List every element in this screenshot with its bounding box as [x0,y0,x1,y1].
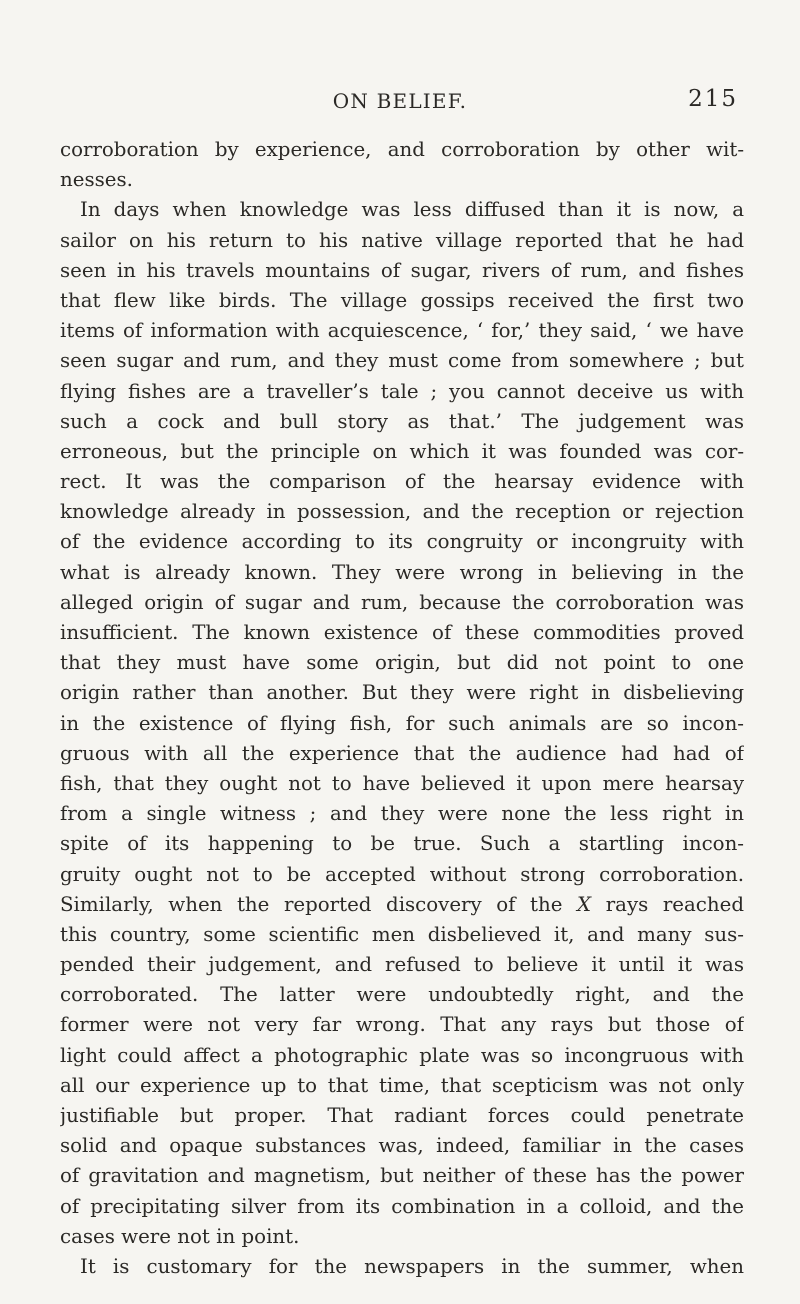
text-line: insufficient. The known existence of these commodities proved [60,621,744,644]
text-line: of gravitation and magnetism, but neither of these has the power [60,1164,744,1188]
text-line: that they must have some origin, but did not point to one [60,651,744,675]
text-line: gruity ought not to be accepted without strong corroboration. [60,862,744,886]
body-text [60,135,744,1282]
text-line: origin rather than another. But they were right in disbelieving [60,681,744,705]
text-line: cases were not in point. [60,1224,300,1248]
text-line: It is customary for the newspapers in the summer, when [80,1254,744,1278]
text-line: such a cock and bull story as that.’ The judgement was [60,409,744,433]
page-number: 215 [688,86,738,112]
text-line: all our experience up to that time, that scepticism was not only [60,1073,744,1097]
text-line: justifiable but proper. That radiant forces could penetrate [60,1104,744,1127]
text-line: pended their judgement, and refused to believe it until it was [60,953,744,977]
text-line: light could affect a photographic plate was so incongruous with [60,1043,744,1067]
running-head [60,86,740,116]
text-line: gruous with all the experience that the audience had had of [60,741,744,765]
text-line: erroneous, but the principle on which it was founded was cor- [60,439,744,463]
text-line: corroborated. The latter were undoubtedly right, and the [60,983,744,1007]
text-line: items of information with acquiescence, ‘ for,’ they said, ‘ we have [60,319,744,343]
text-line: flying fishes are a traveller’s tale ; you cannot deceive us with [60,379,744,403]
text-line: spite of its happening to be true. Such a startling incon- [60,832,744,856]
text-line: of the evidence according to its congruity or incongruity with [60,530,744,554]
text-line: seen sugar and rum, and they must come from somewhere ; but [60,349,744,373]
text-line: solid and opaque substances was, indeed, familiar in the cases [60,1134,744,1158]
text-line: former were not very far wrong. That any rays but those of [60,1013,744,1037]
text-line: corroboration by experience, and corroboration by other wit- [60,138,744,161]
text-line: Similarly, when the reported discovery of the X rays reached [60,892,744,916]
text-line: from a single witness ; and they were none the less right in [60,802,744,826]
text-line: seen in his travels mountains of sugar, rivers of rum, and fishes [60,258,744,282]
text-line: sailor on his return to his native village reported that he had [60,228,744,252]
text-line: rect. It was the comparison of the hearsay evidence with [60,470,744,494]
text-line: knowledge already in possession, and the reception or rejection [60,500,744,524]
text-line: nesses. [60,168,133,192]
text-line: of precipitating silver from its combination in a colloid, and the [60,1194,744,1218]
text-line: that flew like birds. The village gossips received the first two [60,288,744,312]
text-line: fish, that they ought not to have believed it upon mere hearsay [60,771,744,795]
text-line: this country, some scientific men disbelieved it, and many sus- [60,922,744,946]
text-line: what is already known. They were wrong in believing in the [60,560,744,584]
text-line: In days when knowledge was less diffused than it is now, a [80,198,744,222]
text-line: alleged origin of sugar and rum, because the corroboration was [60,590,744,614]
text-line: in the existence of flying fish, for such animals are so incon- [60,711,744,735]
running-title: ON BELIEF. [332,89,468,113]
